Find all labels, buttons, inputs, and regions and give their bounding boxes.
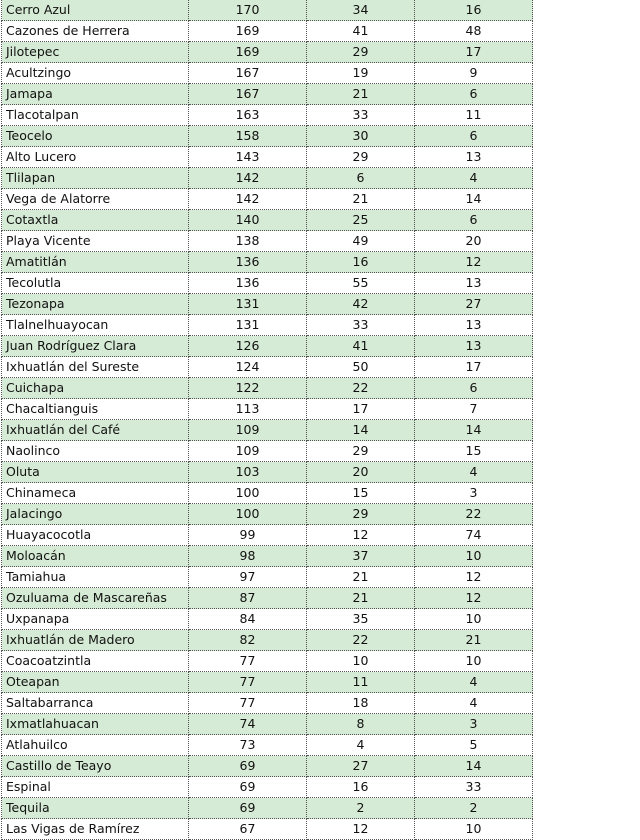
value-cell-1: 69 xyxy=(189,777,307,798)
value-cell-3: 5 xyxy=(415,735,533,756)
municipality-cell: Tequila xyxy=(2,798,189,819)
value-cell-1: 113 xyxy=(189,399,307,420)
value-cell-3: 13 xyxy=(415,273,533,294)
value-cell-2: 10 xyxy=(307,651,415,672)
value-cell-1: 97 xyxy=(189,567,307,588)
table-row xyxy=(2,399,533,420)
value-cell-2: 16 xyxy=(307,252,415,273)
municipality-cell: Tlalnelhuayocan xyxy=(2,315,189,336)
value-cell-2: 37 xyxy=(307,546,415,567)
value-cell-1: 122 xyxy=(189,378,307,399)
value-cell-1: 138 xyxy=(189,231,307,252)
municipality-cell: Oteapan xyxy=(2,672,189,693)
value-cell-2: 21 xyxy=(307,84,415,105)
value-cell-2: 21 xyxy=(307,567,415,588)
value-cell-1: 69 xyxy=(189,798,307,819)
value-cell-1: 167 xyxy=(189,84,307,105)
municipality-cell: Chinameca xyxy=(2,483,189,504)
value-cell-1: 100 xyxy=(189,483,307,504)
municipality-cell: Tezonapa xyxy=(2,294,189,315)
value-cell-3: 14 xyxy=(415,756,533,777)
value-cell-2: 16 xyxy=(307,777,415,798)
value-cell-1: 103 xyxy=(189,462,307,483)
value-cell-1: 109 xyxy=(189,420,307,441)
value-cell-3: 33 xyxy=(415,777,533,798)
municipality-cell: Atlahuilco xyxy=(2,735,189,756)
value-cell-3: 14 xyxy=(415,189,533,210)
value-cell-3: 20 xyxy=(415,231,533,252)
value-cell-2: 12 xyxy=(307,525,415,546)
table-row xyxy=(2,84,533,105)
value-cell-3: 13 xyxy=(415,315,533,336)
value-cell-2: 19 xyxy=(307,63,415,84)
municipality-cell: Juan Rodríguez Clara xyxy=(2,336,189,357)
table-row xyxy=(2,357,533,378)
value-cell-3: 12 xyxy=(415,588,533,609)
table-row xyxy=(2,105,533,126)
value-cell-1: 131 xyxy=(189,294,307,315)
value-cell-2: 27 xyxy=(307,756,415,777)
value-cell-1: 99 xyxy=(189,525,307,546)
municipality-cell: Playa Vicente xyxy=(2,231,189,252)
value-cell-2: 50 xyxy=(307,357,415,378)
value-cell-2: 22 xyxy=(307,630,415,651)
value-cell-3: 10 xyxy=(415,819,533,840)
municipality-cell: Las Vigas de Ramírez xyxy=(2,819,189,840)
value-cell-3: 21 xyxy=(415,630,533,651)
value-cell-3: 10 xyxy=(415,546,533,567)
municipality-cell: Tlacotalpan xyxy=(2,105,189,126)
value-cell-2: 25 xyxy=(307,210,415,231)
value-cell-1: 136 xyxy=(189,273,307,294)
table-row xyxy=(2,378,533,399)
municipality-cell: Vega de Alatorre xyxy=(2,189,189,210)
value-cell-3: 10 xyxy=(415,651,533,672)
table-row xyxy=(2,483,533,504)
value-cell-3: 13 xyxy=(415,147,533,168)
value-cell-1: 143 xyxy=(189,147,307,168)
value-cell-3: 4 xyxy=(415,693,533,714)
table-row xyxy=(2,777,533,798)
value-cell-2: 42 xyxy=(307,294,415,315)
value-cell-2: 29 xyxy=(307,42,415,63)
value-cell-1: 170 xyxy=(189,0,307,21)
value-cell-1: 163 xyxy=(189,105,307,126)
municipality-cell: Cazones de Herrera xyxy=(2,21,189,42)
value-cell-2: 30 xyxy=(307,126,415,147)
value-cell-3: 11 xyxy=(415,105,533,126)
value-cell-1: 169 xyxy=(189,42,307,63)
municipality-cell: Ixhuatlán de Madero xyxy=(2,630,189,651)
value-cell-2: 20 xyxy=(307,462,415,483)
municipality-cell: Huayacocotla xyxy=(2,525,189,546)
value-cell-1: 142 xyxy=(189,168,307,189)
value-cell-3: 4 xyxy=(415,672,533,693)
table-row xyxy=(2,441,533,462)
municipality-cell: Tamiahua xyxy=(2,567,189,588)
value-cell-2: 41 xyxy=(307,21,415,42)
value-cell-1: 67 xyxy=(189,819,307,840)
value-cell-2: 34 xyxy=(307,0,415,21)
municipality-cell: Cuichapa xyxy=(2,378,189,399)
table-row xyxy=(2,546,533,567)
table-row xyxy=(2,819,533,840)
value-cell-2: 15 xyxy=(307,483,415,504)
value-cell-1: 82 xyxy=(189,630,307,651)
value-cell-2: 55 xyxy=(307,273,415,294)
table-row xyxy=(2,126,533,147)
table-row xyxy=(2,630,533,651)
table-row xyxy=(2,336,533,357)
municipality-cell: Naolinco xyxy=(2,441,189,462)
value-cell-3: 6 xyxy=(415,84,533,105)
municipality-cell: Chacaltianguis xyxy=(2,399,189,420)
value-cell-2: 18 xyxy=(307,693,415,714)
table-row xyxy=(2,294,533,315)
value-cell-3: 12 xyxy=(415,567,533,588)
table-row xyxy=(2,462,533,483)
municipality-cell: Espinal xyxy=(2,777,189,798)
value-cell-2: 22 xyxy=(307,378,415,399)
municipality-cell: Teocelo xyxy=(2,126,189,147)
value-cell-1: 167 xyxy=(189,63,307,84)
municipality-cell: Cotaxtla xyxy=(2,210,189,231)
table-row xyxy=(2,735,533,756)
table-row xyxy=(2,756,533,777)
table-row xyxy=(2,693,533,714)
municipality-cell: Jilotepec xyxy=(2,42,189,63)
table-body xyxy=(2,0,533,840)
table-row xyxy=(2,504,533,525)
municipality-cell: Oluta xyxy=(2,462,189,483)
value-cell-3: 17 xyxy=(415,357,533,378)
value-cell-1: 158 xyxy=(189,126,307,147)
table-row xyxy=(2,252,533,273)
value-cell-1: 77 xyxy=(189,693,307,714)
municipality-cell: Castillo de Teayo xyxy=(2,756,189,777)
value-cell-2: 49 xyxy=(307,231,415,252)
value-cell-2: 14 xyxy=(307,420,415,441)
value-cell-1: 69 xyxy=(189,756,307,777)
value-cell-1: 100 xyxy=(189,504,307,525)
municipality-cell: Saltabarranca xyxy=(2,693,189,714)
value-cell-3: 74 xyxy=(415,525,533,546)
value-cell-3: 3 xyxy=(415,483,533,504)
value-cell-1: 169 xyxy=(189,21,307,42)
table-row xyxy=(2,273,533,294)
table-row xyxy=(2,525,533,546)
value-cell-1: 126 xyxy=(189,336,307,357)
value-cell-1: 77 xyxy=(189,651,307,672)
value-cell-2: 29 xyxy=(307,504,415,525)
value-cell-2: 6 xyxy=(307,168,415,189)
value-cell-2: 21 xyxy=(307,189,415,210)
table-row xyxy=(2,189,533,210)
value-cell-2: 2 xyxy=(307,798,415,819)
value-cell-1: 131 xyxy=(189,315,307,336)
value-cell-1: 124 xyxy=(189,357,307,378)
value-cell-3: 3 xyxy=(415,714,533,735)
value-cell-3: 27 xyxy=(415,294,533,315)
table-row xyxy=(2,210,533,231)
value-cell-3: 13 xyxy=(415,336,533,357)
table-row xyxy=(2,0,533,21)
value-cell-2: 33 xyxy=(307,315,415,336)
table-row xyxy=(2,651,533,672)
municipality-cell: Tecolutla xyxy=(2,273,189,294)
table-row xyxy=(2,567,533,588)
table-row xyxy=(2,315,533,336)
table-row xyxy=(2,42,533,63)
value-cell-3: 22 xyxy=(415,504,533,525)
value-cell-2: 12 xyxy=(307,819,415,840)
value-cell-1: 142 xyxy=(189,189,307,210)
value-cell-3: 48 xyxy=(415,21,533,42)
value-cell-3: 2 xyxy=(415,798,533,819)
value-cell-2: 29 xyxy=(307,441,415,462)
value-cell-1: 140 xyxy=(189,210,307,231)
value-cell-2: 29 xyxy=(307,147,415,168)
value-cell-2: 41 xyxy=(307,336,415,357)
value-cell-2: 8 xyxy=(307,714,415,735)
municipality-cell: Ixhuatlán del Café xyxy=(2,420,189,441)
value-cell-3: 7 xyxy=(415,399,533,420)
value-cell-1: 136 xyxy=(189,252,307,273)
municipality-cell: Jalacingo xyxy=(2,504,189,525)
value-cell-3: 6 xyxy=(415,378,533,399)
value-cell-1: 84 xyxy=(189,609,307,630)
value-cell-3: 14 xyxy=(415,420,533,441)
value-cell-1: 77 xyxy=(189,672,307,693)
table-row xyxy=(2,231,533,252)
municipality-cell: Moloacán xyxy=(2,546,189,567)
municipality-cell: Cerro Azul xyxy=(2,0,189,21)
value-cell-2: 11 xyxy=(307,672,415,693)
municipality-cell: Coacoatzintla xyxy=(2,651,189,672)
municipality-cell: Uxpanapa xyxy=(2,609,189,630)
value-cell-2: 35 xyxy=(307,609,415,630)
value-cell-3: 16 xyxy=(415,0,533,21)
table-row xyxy=(2,63,533,84)
value-cell-1: 74 xyxy=(189,714,307,735)
municipality-cell: Ozuluama de Mascareñas xyxy=(2,588,189,609)
municipality-cell: Ixhuatlán del Sureste xyxy=(2,357,189,378)
table-row xyxy=(2,147,533,168)
municipality-cell: Alto Lucero xyxy=(2,147,189,168)
municipality-cell: Acultzingo xyxy=(2,63,189,84)
value-cell-3: 6 xyxy=(415,126,533,147)
value-cell-1: 73 xyxy=(189,735,307,756)
value-cell-3: 10 xyxy=(415,609,533,630)
value-cell-1: 98 xyxy=(189,546,307,567)
value-cell-3: 9 xyxy=(415,63,533,84)
table-row xyxy=(2,672,533,693)
municipality-cell: Jamapa xyxy=(2,84,189,105)
table-row xyxy=(2,609,533,630)
value-cell-3: 4 xyxy=(415,462,533,483)
value-cell-3: 12 xyxy=(415,252,533,273)
municipality-cell: Amatitlán xyxy=(2,252,189,273)
table-row xyxy=(2,714,533,735)
value-cell-3: 6 xyxy=(415,210,533,231)
table-row xyxy=(2,588,533,609)
value-cell-3: 4 xyxy=(415,168,533,189)
value-cell-2: 33 xyxy=(307,105,415,126)
value-cell-2: 21 xyxy=(307,588,415,609)
value-cell-3: 17 xyxy=(415,42,533,63)
table-row xyxy=(2,420,533,441)
table-row xyxy=(2,21,533,42)
table-row xyxy=(2,798,533,819)
value-cell-3: 15 xyxy=(415,441,533,462)
value-cell-2: 17 xyxy=(307,399,415,420)
value-cell-1: 87 xyxy=(189,588,307,609)
value-cell-2: 4 xyxy=(307,735,415,756)
municipality-table xyxy=(1,0,533,840)
value-cell-1: 109 xyxy=(189,441,307,462)
table-row xyxy=(2,168,533,189)
municipality-cell: Tlilapan xyxy=(2,168,189,189)
municipality-cell: Ixmatlahuacan xyxy=(2,714,189,735)
